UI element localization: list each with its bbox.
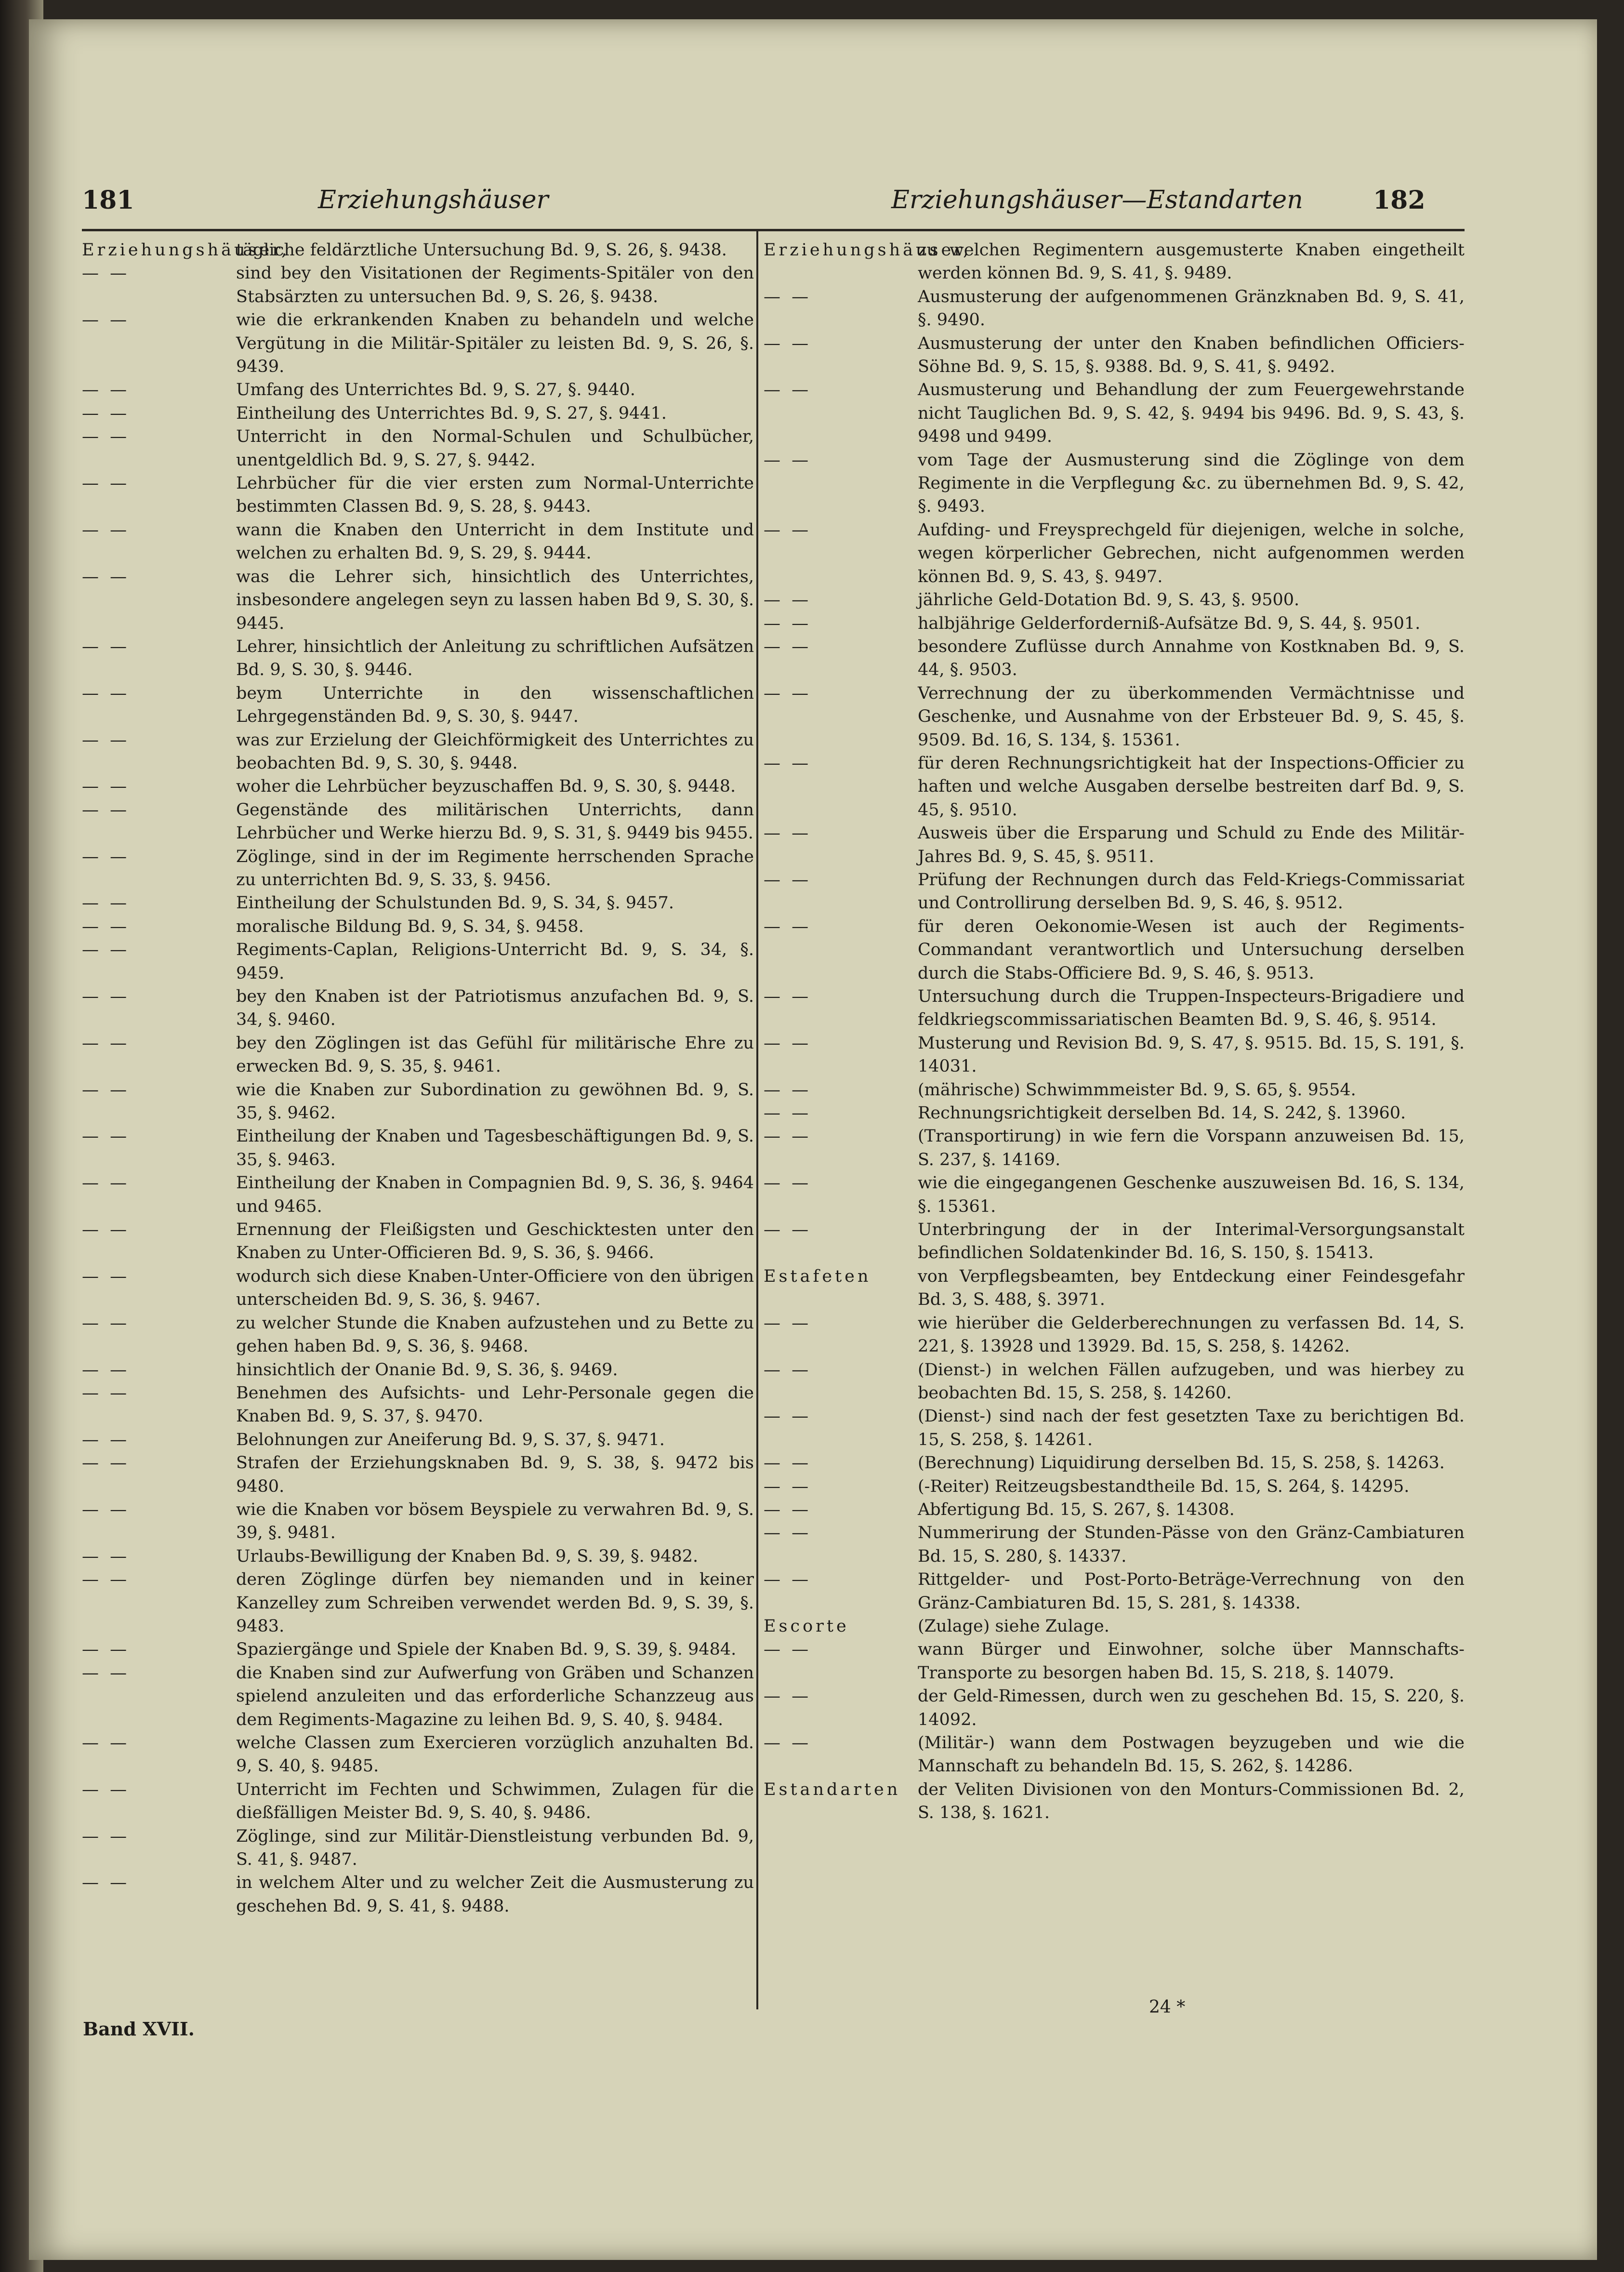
index-entry — [82, 402, 754, 425]
entry-text: Zöglinge, sind zur Militär-Dienstleistung verbunden Bd. 9, S. 41, §. 9487. — [236, 1826, 754, 1870]
entry-text: der Geld-Rimessen, durch wen zu geschehen Bd. 15, S. 220, §. 14092. — [918, 1687, 1465, 1729]
entry-heading: — — — [764, 753, 812, 773]
index-entry — [764, 612, 1465, 635]
entry-heading: — — — [82, 1033, 130, 1053]
index-entry — [764, 588, 1465, 611]
index-entry — [82, 1171, 754, 1218]
index-entry — [764, 1125, 1465, 1171]
entry-heading: — — — [82, 1826, 130, 1846]
index-entry — [82, 729, 754, 775]
entry-text: tägliche feldärztliche Untersuchung Bd. 9, S. 26, §. 9438. — [236, 240, 727, 260]
index-entry — [764, 239, 1465, 285]
index-entry — [764, 518, 1465, 588]
entry-text: was zur Erzielung der Gleichförmigkeit des Unterrichtes zu beobachten Bd. 9, S. 30, §. 9448. — [236, 730, 754, 773]
entry-text: Eintheilung der Schulstunden Bd. 9, S. 34, §. 9457. — [236, 893, 674, 913]
entry-heading: — — — [82, 1453, 130, 1473]
entry-heading: — — — [82, 637, 130, 656]
entry-text: Prüfung der Rechnungen durch das Feld-Kriegs-Commissariat und Controllirung derselben Bd. 9, S. 46, §. 9512. — [918, 870, 1465, 913]
entry-text: Ausweis über die Ersparung und Schuld zu Ende des Militär-Jahres Bd. 9, S. 45, §. 9511. — [918, 824, 1465, 866]
entry-heading: — — — [764, 1080, 812, 1100]
entry-text: Abfertigung Bd. 15, S. 267, §. 14308. — [918, 1500, 1235, 1519]
entry-text: Eintheilung der Knaben und Tagesbeschäftigungen Bd. 9, S. 35, §. 9463. — [236, 1127, 754, 1169]
entry-heading: — — — [764, 1640, 812, 1660]
entry-text: Rechnungsrichtigkeit derselben Bd. 14, S. 242, §. 13960. — [918, 1103, 1406, 1123]
entry-heading: — — — [764, 1220, 812, 1240]
entry-heading: — — — [764, 870, 812, 890]
entry-heading: — — — [764, 520, 812, 540]
index-entry — [764, 1638, 1465, 1685]
entry-text: wodurch sich diese Knaben-Unter-Officiere von den übrigen unterscheiden Bd. 9, S. 36, §. 9467. — [236, 1266, 754, 1310]
entry-heading: — — — [764, 590, 812, 610]
entry-text: Nummerirung der Stunden-Pässe von den Gränz-Cambiaturen Bd. 15, S. 280, §. 14337. — [918, 1523, 1465, 1566]
index-entry — [764, 752, 1465, 822]
index-entry — [82, 1218, 754, 1265]
entry-text: Eintheilung des Unterrichtes Bd. 9, S. 27, §. 9441. — [236, 403, 667, 423]
entry-heading: — — — [82, 1173, 130, 1193]
index-entry — [82, 308, 754, 378]
signature-mark: 24 * — [1149, 1997, 1186, 2017]
index-entry — [764, 1475, 1465, 1498]
entry-text: wie die erkrankenden Knaben zu behandeln und welche Vergütung in die Militär-Spitäler zu leisten Bd. 9, S. 26, §. 9439. — [236, 310, 754, 377]
entry-heading: — — — [82, 1780, 130, 1799]
entry-text: Urlaubs-Bewilligung der Knaben Bd. 9, S. 39, §. 9482. — [236, 1546, 699, 1566]
index-entry — [764, 1568, 1465, 1615]
entry-heading: — — — [764, 1523, 812, 1543]
entry-text: Unterricht in den Normal-Schulen und Schulbücher, unentgeldlich Bd. 9, S. 27, §. 9442. — [236, 427, 754, 470]
entry-text: Verrechnung der zu überkommenden Vermächtnisse und Geschenke, und Ausnahme von der Erbsteuer Bd. 9, S. 45, §. 9509. Bd. 16, S. 134, §. 15361. — [918, 683, 1465, 750]
right-running-title: Erziehungshäuser—Estandarten — [891, 186, 1303, 214]
entry-heading: — — — [82, 1383, 130, 1403]
index-entry — [764, 1451, 1465, 1475]
entry-text: von Verpflegsbeamten, bey Entdeckung einer Feindesgefahr Bd. 3, S. 488, §. 3971. — [918, 1266, 1465, 1310]
entry-heading: — — — [764, 637, 812, 656]
index-entry — [764, 1078, 1465, 1102]
entry-heading: — — — [82, 1570, 130, 1590]
entry-heading: — — — [82, 427, 130, 447]
entry-heading: — — — [764, 1360, 812, 1380]
entry-heading: — — — [82, 1873, 130, 1893]
entry-heading: — — — [82, 264, 130, 283]
entry-heading: — — — [82, 520, 130, 540]
entry-heading: — — — [764, 987, 812, 1006]
index-entry — [82, 262, 754, 308]
index-entry — [82, 1032, 754, 1078]
index-entry — [764, 1358, 1465, 1405]
entry-heading: — — — [764, 287, 812, 306]
entry-text: Aufding- und Freysprechgeld für diejenigen, welche in solche, wegen körperlicher Gebrechen, nicht aufgenommen werden können Bd. 9, S. 43, §. 9497. — [918, 520, 1465, 586]
entry-text: der Veliten Divisionen von den Monturs-Commissionen Bd. 2, S. 138, §. 1621. — [918, 1780, 1465, 1823]
entry-heading: — — — [82, 403, 130, 423]
entry-heading: — — — [764, 1313, 812, 1333]
index-entry — [764, 1498, 1465, 1521]
entry-heading: — — — [82, 1546, 130, 1566]
index-entry — [82, 938, 754, 985]
entry-heading: Estandarten — [764, 1780, 901, 1799]
index-entry — [82, 1498, 754, 1545]
entry-text: zu welchen Regimentern ausgemusterte Knaben eingetheilt werden können Bd. 9, S. 41, §. 9489. — [918, 240, 1465, 283]
entry-text: bey den Knaben ist der Patriotismus anzufachen Bd. 9, S. 34, §. 9460. — [236, 987, 754, 1030]
entry-text: Strafen der Erziehungsknaben Bd. 9, S. 38, §. 9472 bis 9480. — [236, 1453, 754, 1496]
entry-text: Ernennung der Fleißigsten und Geschicktesten unter den Knaben zu Unter-Officieren Bd. 9, S. 36, §. 9466. — [236, 1220, 754, 1263]
entry-text: sind bey den Visitationen der Regiments-Spitäler von den Stabsärzten zu untersuchen Bd. 9, S. 26, §. 9438. — [236, 264, 754, 306]
entry-text: Eintheilung der Knaben in Compagnien Bd. 9, S. 36, §. 9464 und 9465. — [236, 1173, 754, 1216]
index-entry — [764, 285, 1465, 332]
entry-heading: — — — [82, 1430, 130, 1449]
entry-heading: — — — [764, 824, 812, 843]
right-column — [764, 239, 1465, 1825]
index-entry — [82, 1358, 754, 1382]
entry-text: Rittgelder- und Post-Porto-Beträge-Verrechnung von den Gränz-Cambiaturen Bd. 15, S. 281, §. 14338. — [918, 1570, 1465, 1613]
index-entry — [82, 1871, 754, 1918]
entry-text: Belohnungen zur Aneiferung Bd. 9, S. 37, §. 9471. — [236, 1430, 665, 1449]
index-entry — [764, 1265, 1465, 1312]
entry-text: woher die Lehrbücher beyzuschaffen Bd. 9, S. 30, §. 9448. — [236, 777, 736, 797]
entry-heading: — — — [764, 1687, 812, 1706]
index-entry — [82, 518, 754, 565]
entry-text: Ausmusterung der unter den Knaben befindlichen Officiers-Söhne Bd. 9, S. 15, §. 9388. Bd. 9, S. 41, §. 9492. — [918, 333, 1465, 377]
entry-heading: — — — [764, 1453, 812, 1473]
entry-heading: — — — [764, 683, 812, 703]
entry-text: Unterbringung der in der Interimal-Versorgungsanstalt befindlichen Soldatenkinder Bd. 16, S. 150, §. 15413. — [918, 1220, 1465, 1263]
entry-heading: — — — [764, 380, 812, 400]
volume-label: Band XVII. — [83, 2018, 195, 2040]
index-entry — [82, 635, 754, 682]
entry-text: (Berechnung) Liquidirung derselben Bd. 15, S. 258, §. 14263. — [918, 1453, 1445, 1473]
index-entry — [764, 1171, 1465, 1218]
entry-heading: — — — [82, 1313, 130, 1333]
index-entry — [82, 1731, 754, 1778]
index-entry — [82, 425, 754, 472]
entry-text: (-Reiter) Reitzeugsbestandtheile Bd. 15, S. 264, §. 14295. — [918, 1476, 1410, 1496]
entry-text: (mährische) Schwimmmeister Bd. 9, S. 65, §. 9554. — [918, 1080, 1356, 1100]
entry-heading: — — — [82, 1360, 130, 1380]
entry-heading: — — — [764, 613, 812, 633]
entry-text: jährliche Geld-Dotation Bd. 9, S. 43, §. 9500. — [918, 590, 1300, 610]
index-entry — [82, 1125, 754, 1171]
index-entry — [764, 1615, 1465, 1638]
index-entry — [82, 472, 754, 518]
header-rule — [82, 229, 1465, 231]
index-entry — [764, 635, 1465, 682]
entry-heading: — — — [764, 1500, 812, 1519]
index-entry — [82, 1568, 754, 1638]
index-entry — [764, 1731, 1465, 1778]
entry-heading: Estafeten — [764, 1266, 871, 1286]
entry-text: zu welcher Stunde die Knaben aufzustehen und zu Bette zu gehen haben Bd. 9, S. 36, §. 9468. — [236, 1313, 754, 1356]
index-entry — [764, 449, 1465, 518]
entry-heading: — — — [764, 1407, 812, 1426]
index-entry — [764, 1521, 1465, 1568]
entry-heading: — — — [764, 1033, 812, 1053]
index-entry — [82, 1661, 754, 1731]
entry-text: für deren Rechnungsrichtigkeit hat der Inspections-Officier zu haften und welche Ausgaben derselbe bestreiten darf Bd. 9, S. 45, §. 9510. — [918, 753, 1465, 820]
entry-heading: — — — [82, 683, 130, 703]
entry-heading: — — — [82, 1500, 130, 1519]
entry-heading: — — — [82, 1266, 130, 1286]
entry-text: Musterung und Revision Bd. 9, S. 47, §. 9515. Bd. 15, S. 191, §. 14031. — [918, 1033, 1465, 1076]
index-entry — [764, 1405, 1465, 1451]
entry-text: Untersuchung durch die Truppen-Inspecteurs-Brigadiere und feldkriegscommissariatischen Beamten Bd. 9, S. 46, §. 9514. — [918, 987, 1465, 1030]
entry-text: bey den Zöglingen ist das Gefühl für militärische Ehre zu erwecken Bd. 9, S. 35, §. 9461. — [236, 1033, 754, 1076]
right-page-number: 182 — [1373, 186, 1426, 215]
index-entry — [82, 845, 754, 892]
entry-heading: — — — [82, 1127, 130, 1146]
entry-text: wie die Knaben vor bösem Beyspiele zu verwahren Bd. 9, S. 39, §. 9481. — [236, 1500, 754, 1543]
entry-text: (Transportirung) in wie fern die Vorspann anzuweisen Bd. 15, S. 237, §. 14169. — [918, 1127, 1465, 1169]
entry-text: Unterricht im Fechten und Schwimmen, Zulagen für die dießfälligen Meister Bd. 9, S. 40, §. 9486. — [236, 1780, 754, 1823]
index-entry — [82, 1265, 754, 1312]
index-entry — [764, 1102, 1465, 1125]
entry-heading: — — — [82, 474, 130, 493]
entry-text: die Knaben sind zur Aufwerfung von Gräben und Schanzen spielend anzuleiten und das erforderliche Schanzzeug aus dem Regiments-Magazine zu leihen Bd. 9, S. 40, §. 9484. — [236, 1663, 754, 1729]
entry-heading: — — — [764, 1476, 812, 1496]
entry-heading: — — — [82, 987, 130, 1006]
entry-heading: Erziehungshäuser, — [82, 240, 290, 260]
entry-heading: — — — [764, 1103, 812, 1123]
entry-text: Benehmen des Aufsichts- und Lehr-Personale gegen die Knaben Bd. 9, S. 37, §. 9470. — [236, 1383, 754, 1426]
entry-text: Gegenstände des militärischen Unterrichts, dann Lehrbücher und Werke hierzu Bd. 9, S. 31, §. 9449 bis 9455. — [236, 800, 754, 843]
entry-heading: Erziehungshäuser, — [764, 240, 972, 260]
entry-heading: — — — [82, 1080, 130, 1100]
index-entry — [764, 822, 1465, 868]
entry-heading: — — — [764, 1173, 812, 1193]
entry-text: halbjährige Gelderforderniß-Aufsätze Bd. 9, S. 44, §. 9501. — [918, 613, 1421, 633]
entry-heading: — — — [82, 1220, 130, 1240]
index-entry — [764, 682, 1465, 752]
entry-text: welche Classen zum Exercieren vorzüglich anzuhalten Bd. 9, S. 40, §. 9485. — [236, 1733, 754, 1776]
entry-text: hinsichtlich der Onanie Bd. 9, S. 36, §. 9469. — [236, 1360, 618, 1380]
entry-heading: — — — [764, 1733, 812, 1753]
index-entry — [82, 775, 754, 798]
entry-text: (Militär-) wann dem Postwagen beyzugeben und wie die Mannschaft zu behandeln Bd. 15, S. 262, §. 14286. — [918, 1733, 1465, 1776]
entry-text: für deren Oekonomie-Wesen ist auch der Regiments-Commandant verantwortlich und Untersuchung derselben durch die Stabs-Officiere Bd. 9, S. 46, §. 9513. — [918, 917, 1465, 983]
entry-heading: — — — [82, 847, 130, 866]
entry-text: Lehrer, hinsichtlich der Anleitung zu schriftlichen Aufsätzen Bd. 9, S. 30, §. 9446. — [236, 637, 754, 680]
index-entry — [764, 332, 1465, 379]
entry-heading: Escorte — [764, 1616, 849, 1636]
entry-heading: — — — [82, 730, 130, 750]
index-entry — [82, 239, 754, 262]
entry-text: vom Tage der Ausmusterung sind die Zöglinge von dem Regimente in die Verpflegung &c. zu übernehmen Bd. 9, S. 42, §. 9493. — [918, 450, 1465, 517]
entry-text: beym Unterrichte in den wissenschaftlichen Lehrgegenständen Bd. 9, S. 30, §. 9447. — [236, 683, 754, 727]
index-entry — [82, 1778, 754, 1825]
index-entry — [82, 915, 754, 938]
entry-heading: — — — [82, 1663, 130, 1683]
entry-text: wie hierüber die Gelderberechnungen zu verfassen Bd. 14, S. 221, §. 13928 und 13929. Bd. 15, S. 258, §. 14262. — [918, 1313, 1465, 1356]
entry-heading: — — — [82, 310, 130, 330]
index-entry — [82, 1451, 754, 1498]
entry-text: was die Lehrer sich, hinsichtlich des Unterrichtes, insbesondere angelegen seyn zu lassen haben Bd 9, S. 30, §. 9445. — [236, 567, 754, 633]
index-entry — [82, 565, 754, 635]
index-entry — [82, 1382, 754, 1428]
index-entry — [82, 1545, 754, 1568]
column-divider — [756, 231, 758, 2009]
entry-text: wie die eingegangenen Geschenke auszuweisen Bd. 16, S. 134, §. 15361. — [918, 1173, 1465, 1216]
index-entry — [82, 1312, 754, 1358]
entry-text: Umfang des Unterrichtes Bd. 9, S. 27, §. 9440. — [236, 380, 635, 400]
entry-text: Ausmusterung und Behandlung der zum Feuergewehrstande nicht Tauglichen Bd. 9, S. 42, §. 9494 bis 9496. Bd. 9, S. 43, §. 9498 und 9499. — [918, 380, 1465, 447]
index-entry — [82, 985, 754, 1032]
entry-text: wann die Knaben den Unterricht in dem Institute und welchen zu erhalten Bd. 9, S. 29, §. 9444. — [236, 520, 754, 563]
entry-text: Ausmusterung der aufgenommenen Gränzknaben Bd. 9, S. 41, §. 9490. — [918, 287, 1465, 330]
index-entry — [764, 1312, 1465, 1358]
entry-text: Zöglinge, sind in der im Regimente herrschenden Sprache zu unterrichten Bd. 9, S. 33, §. 9456. — [236, 847, 754, 890]
entry-text: deren Zöglinge dürfen bey niemanden und in keiner Kanzelley zum Schreiben verwendet werden Bd. 9, S. 39, §. 9483. — [236, 1570, 754, 1636]
entry-heading: — — — [764, 450, 812, 470]
entry-text: wann Bürger und Einwohner, solche über Mannschafts-Transporte zu besorgen haben Bd. 15, S. 218, §. 14079. — [918, 1640, 1465, 1683]
entry-text: wie die Knaben zur Subordination zu gewöhnen Bd. 9, S. 35, §. 9462. — [236, 1080, 754, 1123]
index-page — [29, 19, 1597, 2260]
entry-heading: — — — [82, 380, 130, 400]
entry-heading: — — — [82, 1733, 130, 1753]
left-column — [82, 239, 754, 1918]
entry-heading: — — — [764, 1127, 812, 1146]
entry-text: (Zulage) siehe Zulage. — [918, 1616, 1109, 1636]
index-entry — [764, 915, 1465, 985]
entry-text: (Dienst-) in welchen Fällen aufzugeben, und was hierbey zu beobachten Bd. 15, S. 258, §. 14260. — [918, 1360, 1465, 1403]
entry-heading: — — — [764, 1570, 812, 1590]
entry-heading: — — — [82, 940, 130, 960]
index-entry — [764, 1218, 1465, 1265]
index-entry — [764, 378, 1465, 448]
entry-heading: — — — [82, 567, 130, 586]
index-entry — [764, 985, 1465, 1032]
entry-text: Spaziergänge und Spiele der Knaben Bd. 9, S. 39, §. 9484. — [236, 1640, 737, 1660]
index-entry — [764, 1032, 1465, 1078]
left-page-number: 181 — [82, 186, 134, 215]
index-entry — [82, 1428, 754, 1451]
entry-heading: — — — [82, 917, 130, 936]
entry-heading: — — — [82, 800, 130, 820]
index-entry — [82, 1638, 754, 1661]
left-running-title: Erziehungshäuser — [318, 186, 549, 214]
entry-heading: — — — [764, 333, 812, 353]
entry-text: (Dienst-) sind nach der fest gesetzten Taxe zu berichtigen Bd. 15, S. 258, §. 14261. — [918, 1407, 1465, 1449]
index-entry — [82, 798, 754, 845]
entry-heading: — — — [82, 1640, 130, 1660]
index-entry — [82, 891, 754, 915]
index-entry — [764, 1778, 1465, 1825]
index-entry — [82, 682, 754, 729]
index-entry — [82, 1825, 754, 1872]
index-entry — [82, 1078, 754, 1125]
index-entry — [764, 1685, 1465, 1731]
index-entry — [764, 868, 1465, 915]
entry-heading: — — — [764, 917, 812, 936]
entry-text: besondere Zuflüsse durch Annahme von Kostknaben Bd. 9, S. 44, §. 9503. — [918, 637, 1465, 680]
entry-heading: — — — [82, 893, 130, 913]
entry-heading: — — — [82, 777, 130, 797]
entry-text: Regiments-Caplan, Religions-Unterricht Bd. 9, S. 34, §. 9459. — [236, 940, 754, 983]
index-entry — [82, 378, 754, 401]
entry-text: moralische Bildung Bd. 9, S. 34, §. 9458. — [236, 917, 584, 936]
entry-text: in welchem Alter und zu welcher Zeit die Ausmusterung zu geschehen Bd. 9, S. 41, §. 9488. — [236, 1873, 754, 1916]
entry-text: Lehrbücher für die vier ersten zum Normal-Unterrichte bestimmten Classen Bd. 9, S. 28, §. 9443. — [236, 474, 754, 517]
